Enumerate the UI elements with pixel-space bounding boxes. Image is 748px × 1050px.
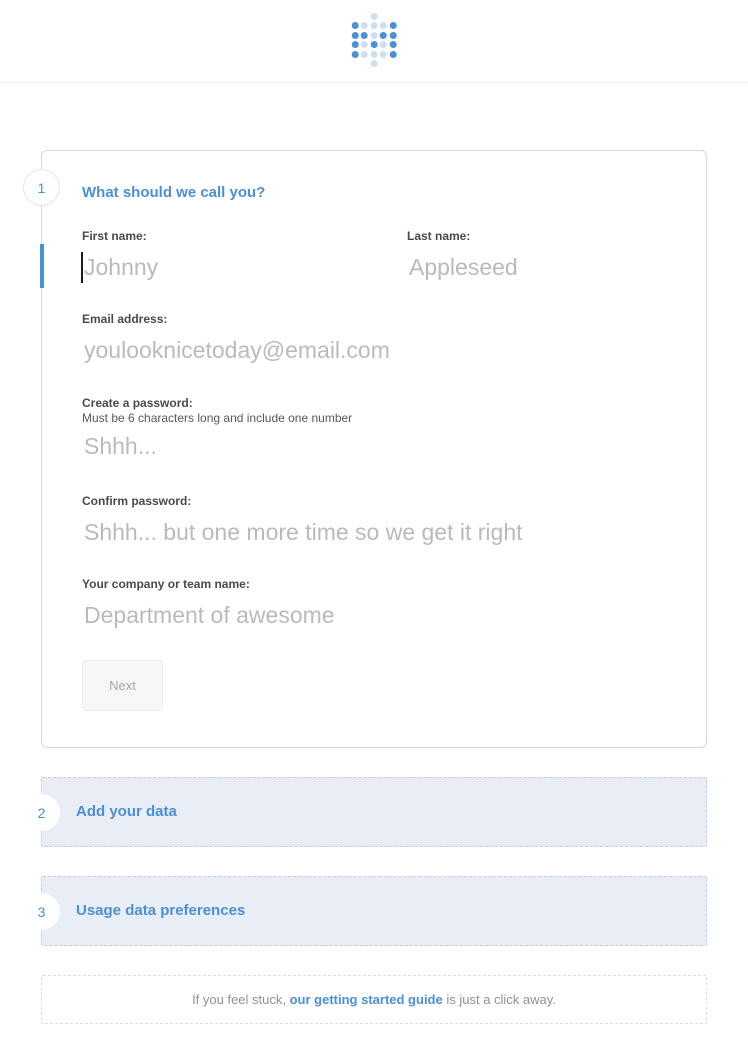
email-label: Email address:	[82, 312, 168, 326]
logo-dot	[371, 60, 378, 67]
step1-number-badge	[23, 169, 60, 206]
next-button[interactable]: Next	[82, 660, 163, 711]
logo-dot	[352, 13, 359, 20]
email-input[interactable]	[82, 334, 666, 366]
logo-dot	[371, 32, 378, 39]
step3-title: Usage data preferences	[76, 902, 246, 919]
logo-dot	[361, 41, 368, 48]
logo-dot	[352, 51, 359, 58]
logo-dot	[389, 41, 396, 48]
email-field	[82, 312, 666, 366]
step2-number-badge	[23, 794, 60, 831]
step1-title: What should we call you?	[82, 184, 266, 201]
logo-dot	[361, 13, 368, 20]
geckoboard-dots-logo	[352, 13, 397, 67]
logo-dot	[380, 22, 387, 29]
logo-dot	[380, 41, 387, 48]
step1-number: 1	[37, 179, 46, 196]
logo-dot	[361, 22, 368, 29]
company-name-field	[82, 577, 666, 631]
logo-dot	[380, 32, 387, 39]
header	[0, 0, 748, 83]
logo-dot	[371, 51, 378, 58]
last-name-label: Last name:	[407, 229, 471, 243]
last-name-field	[407, 229, 692, 283]
logo-dot	[371, 13, 378, 20]
password-input[interactable]	[82, 430, 666, 462]
logo-dot	[361, 60, 368, 67]
logo-dot	[380, 60, 387, 67]
password-hint: Must be 6 characters long and include one number	[82, 411, 353, 425]
step1-card	[37, 150, 707, 748]
password-label: Create a password:	[82, 396, 193, 410]
logo-dot	[389, 32, 396, 39]
logo-dot	[389, 22, 396, 29]
logo-dot	[352, 41, 359, 48]
getting-started-link[interactable]: our getting started guide	[289, 992, 443, 1007]
logo-dot	[380, 51, 387, 58]
focused-field-indicator	[40, 244, 44, 288]
logo-dot	[352, 60, 359, 67]
confirm-password-label: Confirm password:	[82, 494, 192, 508]
first-name-input[interactable]	[82, 251, 367, 283]
password-field	[82, 396, 666, 462]
help-footer	[41, 975, 707, 1024]
confirm-password-input[interactable]	[82, 516, 666, 548]
confirm-password-field	[82, 494, 666, 548]
logo-dot	[352, 22, 359, 29]
logo-dot	[389, 60, 396, 67]
logo-dot	[361, 51, 368, 58]
text-cursor	[81, 252, 83, 283]
logo-dot	[389, 13, 396, 20]
company-name-input[interactable]	[82, 599, 666, 631]
step3-number-badge	[23, 893, 60, 930]
step2-title: Add your data	[76, 803, 177, 820]
last-name-input[interactable]	[407, 251, 692, 283]
step2-number: 2	[37, 804, 46, 821]
logo-dot	[371, 41, 378, 48]
footer-text-after: is just a click away.	[442, 992, 556, 1007]
first-name-field	[82, 229, 367, 283]
first-name-label: First name:	[82, 229, 147, 243]
logo-dot	[389, 51, 396, 58]
footer-text-before: If you feel stuck,	[192, 992, 290, 1007]
step2-section[interactable]	[37, 777, 707, 847]
step3-section[interactable]	[37, 876, 707, 946]
logo-dot	[361, 32, 368, 39]
company-name-label: Your company or team name:	[82, 577, 250, 591]
step3-number: 3	[37, 903, 46, 920]
logo-dot	[371, 22, 378, 29]
logo-dot	[380, 13, 387, 20]
logo-dot	[352, 32, 359, 39]
